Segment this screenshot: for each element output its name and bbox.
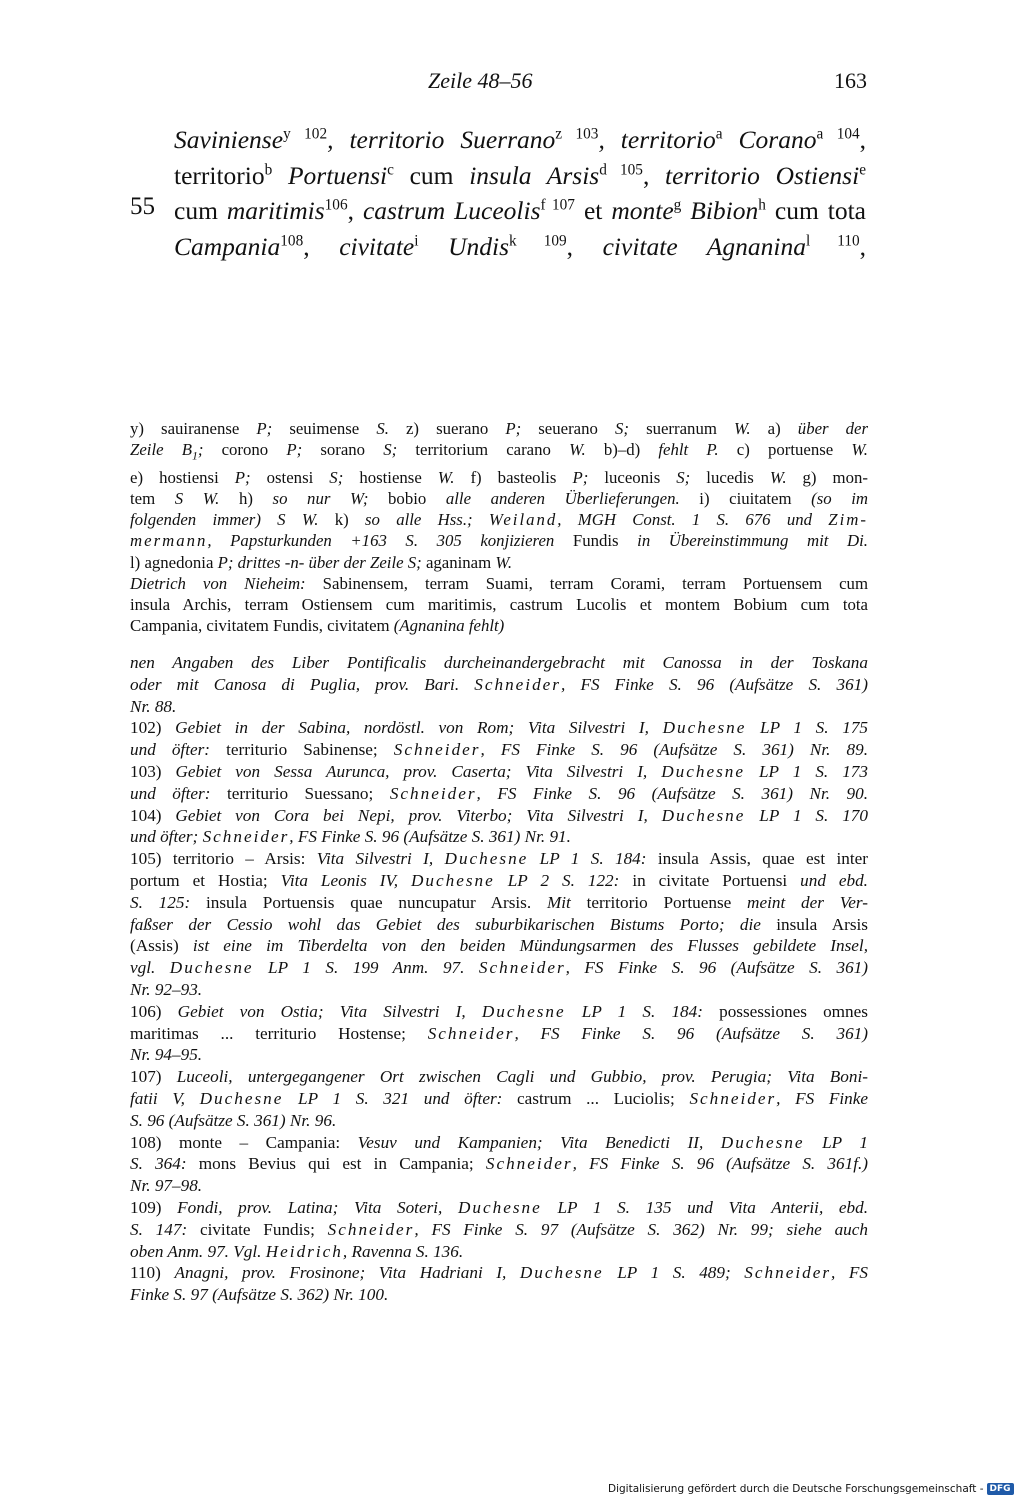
text-segment: 107) [130, 1067, 177, 1087]
text-segment: Mit [546, 892, 587, 912]
text-segment: castrum ... Luciolis; [517, 1088, 690, 1108]
text-segment: Duchesne [411, 870, 495, 890]
text-segment: MGH Const. 1 S. 676 und [577, 510, 829, 530]
footnote-marker: f 107 [540, 196, 575, 214]
text-segment: territurio Sabinense; [226, 740, 394, 760]
text-segment: 104) [130, 805, 176, 825]
text-segment: (Agnanina [393, 616, 469, 636]
apparatus-line [130, 467, 868, 488]
note-line [130, 783, 868, 805]
text-segment: Nr. 94–95. [130, 1045, 203, 1065]
text-segment: Duchesne [720, 1132, 805, 1152]
text-segment: Campania, civitatem Fundis, civitatem [130, 616, 394, 636]
text-segment: Zeile B [130, 440, 192, 460]
apparatus-line [130, 488, 868, 509]
footnote-marker: a [715, 125, 723, 143]
text-segment: LP 1 [804, 1132, 868, 1152]
text-segment: Zim- [828, 510, 868, 530]
text-segment: Duchesne [169, 958, 254, 978]
text-segment: seuerano [538, 419, 615, 438]
text-segment: ist eine im Tiberdelta von den beiden Mündungsarmen des Flusses gebildete Insel, [192, 936, 869, 956]
text-segment: maritimis [226, 196, 325, 225]
text-segment: Nr. 97–98. [130, 1176, 203, 1196]
note-line [130, 1132, 868, 1154]
text-segment: fatii V, [130, 1088, 200, 1108]
footnote-marker: d 105 [599, 161, 643, 178]
text-segment: y) sauiranense [130, 419, 257, 438]
text-segment: territorio [174, 160, 265, 190]
footnote-marker: b [264, 161, 273, 178]
text-segment: Duchesne [481, 1001, 566, 1021]
text-segment: LP 1 S. 135 und Vita Anterii, ebd. [541, 1197, 869, 1217]
text-segment: , [859, 125, 867, 154]
text-segment: , FS Finke S. 96 (Aufsätze S. 361) [561, 674, 868, 694]
text-segment: 105) territorio – Arsis: [130, 849, 317, 869]
text-segment: , [566, 231, 603, 261]
text-segment: Portuensi [272, 160, 388, 190]
note-line [130, 1153, 868, 1175]
text-segment: territorio Ostiensi [665, 160, 860, 190]
text-segment: insula Arsis [776, 914, 868, 934]
note-line [130, 979, 868, 1001]
text-segment: Nr. 92–93. [130, 979, 203, 999]
apparatus-line [130, 615, 868, 636]
apparatus-line [130, 552, 868, 573]
note-line [130, 674, 868, 696]
text-segment: S; [676, 467, 707, 487]
footnote-marker: 108 [280, 232, 304, 249]
text-segment: in Übereinstimmung mit Di. [637, 531, 868, 551]
note-line [130, 1219, 868, 1241]
note-line [130, 717, 868, 739]
text-segment: W. [437, 467, 455, 487]
text-segment: f) basteolis [454, 467, 573, 487]
text-segment: S; [329, 467, 360, 487]
text-segment: LP 1 S. 173 [745, 761, 868, 781]
text-segment: 110) [130, 1263, 175, 1283]
dfg-logo: DFG [987, 1483, 1014, 1495]
text-segment: (Assis) [130, 936, 193, 956]
note-line [130, 1175, 868, 1197]
text-segment: , FS Finke S. 97 (Aufsätze S. 362) Nr. 99; siehe auch [414, 1219, 868, 1239]
text-segment: possessiones omnes [719, 1001, 868, 1021]
text-segment: insula Portuensis quae nuncupatur Arsis. [205, 892, 547, 912]
text-segment: 1 [191, 449, 198, 463]
note-line [130, 914, 868, 936]
text-segment: oder mit Canosa di Puglia, prov. Bari. [130, 674, 475, 694]
text-segment: Duchesne [661, 805, 746, 825]
funding-footer [608, 1483, 1014, 1495]
text-segment: Duchesne [458, 1197, 542, 1217]
text-segment: Schneider [485, 1154, 573, 1174]
text-segment: portum et Hostia; [130, 870, 281, 890]
text-segment: corono [221, 440, 287, 460]
commentary-footnotes [130, 652, 868, 1306]
text-segment: civitate Agnanina [602, 231, 806, 261]
text-segment: aganinam [425, 552, 496, 572]
text-segment: Fondi, prov. Latina; Vita Soteri, [177, 1197, 459, 1217]
critical-apparatus [130, 418, 868, 636]
text-segment: , [347, 196, 363, 225]
apparatus-line [130, 594, 868, 615]
text-segment: S; [383, 440, 416, 460]
note-line [130, 848, 868, 870]
note-line [130, 1044, 868, 1066]
note-line [130, 870, 868, 892]
text-segment: 106) [130, 1001, 178, 1021]
text-segment: , [859, 231, 866, 261]
text-segment: ostensi [266, 467, 330, 487]
text-segment: W. [769, 467, 787, 487]
text-segment: Duchesne [662, 718, 747, 738]
text-segment: Schneider [393, 740, 481, 760]
text-segment: hostiense [359, 467, 438, 487]
text-segment: LP 1 S. 199 Anm. 97. [253, 958, 479, 978]
text-segment: Dietrich von Nieheim: [130, 573, 323, 593]
note-line [130, 1241, 868, 1263]
text-segment: bobio [388, 488, 446, 508]
text-segment: in civitate Portuensi [632, 870, 801, 890]
text-segment: , territorio Suerrano [327, 125, 556, 154]
text-segment: 102) [130, 718, 176, 738]
text-segment: Heidrich [265, 1241, 343, 1261]
text-segment: Undis [418, 231, 509, 261]
text-segment: castrum Luceolis [362, 196, 541, 225]
footnote-marker: 106 [324, 196, 348, 214]
text-segment: seuimense [289, 419, 377, 438]
text-segment: und öfter; [130, 827, 203, 847]
text-segment: l) agnedonia [130, 552, 218, 572]
text-segment: z) suerano [388, 419, 506, 438]
text-segment: Gebiet in der Sabina, nordöstl. von Rom; Vita Silvestri I, [175, 718, 663, 738]
text-segment: Schneider [389, 783, 477, 803]
text-segment: so nur W; [272, 488, 389, 508]
text-segment: Schneider [474, 674, 561, 694]
text-segment: LP 2 S. 122: [494, 870, 633, 890]
text-segment: ; [197, 440, 222, 460]
text-segment: tem [130, 488, 175, 508]
main-line [174, 193, 866, 229]
text-segment: LP 1 S. 184: [528, 849, 658, 869]
text-segment: drittes -n- über der Zeile S; [237, 552, 426, 572]
main-line [174, 229, 866, 265]
text-segment: P; [256, 419, 290, 438]
text-segment: Corano [722, 125, 817, 154]
text-segment: P; [286, 440, 321, 460]
text-segment: W. [733, 419, 751, 438]
text-segment: nen Angaben des Liber Pontificalis durcheinandergebracht mit Canossa in der Toskana [130, 653, 868, 672]
text-segment: cum tota [765, 196, 866, 225]
text-segment: LP 1 S. 489; [603, 1263, 745, 1283]
text-segment: Fundis [572, 531, 638, 551]
text-segment: vgl. [130, 958, 170, 978]
text-segment: LP 1 S. 170 [745, 805, 868, 825]
note-line [130, 1088, 868, 1110]
text-segment: S; [615, 419, 647, 438]
note-line [130, 1023, 868, 1045]
note-line [130, 1284, 868, 1306]
text-segment: territorio Portuense [586, 892, 748, 912]
footnote-marker: k 109 [509, 232, 567, 249]
apparatus-line [130, 509, 868, 530]
note-line [130, 761, 868, 783]
text-segment: so alle Hss.; [365, 510, 489, 530]
text-segment: S. 96 (Aufsätze S. 361) Nr. 96. [130, 1110, 337, 1130]
text-segment: Gebiet von Cora bei Nepi, prov. Viterbo; Vita Silvestri I, [175, 805, 662, 825]
text-segment: über der [797, 419, 868, 438]
note-line [130, 696, 868, 718]
text-segment: Schneider [478, 958, 566, 978]
text-segment: S. 364: [130, 1154, 199, 1174]
text-segment: , FS Finke S. 96 (Aufsätze S. 361) Nr. 91. [289, 827, 571, 847]
text-segment: suerranum [646, 419, 734, 438]
text-segment: i) ciuitatem [679, 488, 812, 508]
text-segment: S. 147: [130, 1219, 200, 1239]
text-segment: insula Archis, terram Ostiensem cum maritimis, castrum Lucolis et montem Bobium cum tota [130, 594, 868, 614]
text-segment: P; [572, 467, 605, 487]
text-segment: , FS Finke S. 96 (Aufsätze S. 361) [565, 958, 868, 978]
text-segment: meint der Ver- [747, 892, 868, 912]
text-segment: monte [611, 196, 674, 225]
text-segment: , [642, 160, 665, 190]
footnote-marker: e [859, 161, 866, 178]
text-segment: Schneider [689, 1088, 777, 1108]
text-segment: , [557, 510, 578, 530]
text-segment: Anagni, prov. Frosinone; Vita Hadriani I, [174, 1263, 520, 1283]
text-segment: Duchesne [199, 1088, 284, 1108]
text-segment: 109) [130, 1197, 178, 1217]
funding-text: Digitalisierung gefördert durch die Deutsche Forschungsgemeinschaft - [608, 1483, 984, 1495]
note-line [130, 1066, 868, 1088]
text-segment: Nr. 88. [130, 696, 177, 716]
text-segment: Bibion [681, 196, 759, 225]
footnote-marker: h [758, 196, 766, 214]
text-segment: Sabinensem, terram Suami, terram Corami, terram Portuensem cum [322, 573, 868, 593]
apparatus-line [130, 439, 868, 467]
text-segment: Gebiet von Ostia; Vita Silvestri I, [177, 1001, 482, 1021]
text-segment: (so im [811, 488, 869, 508]
text-segment: Vita Leonis IV, [280, 870, 411, 890]
text-segment: , FS Finke S. 96 (Aufsätze S. 361) Nr. 90. [476, 783, 869, 803]
page-number: 163 [834, 68, 867, 93]
text-segment: LP 1 S. 175 [746, 718, 869, 738]
text-segment: et [574, 196, 612, 225]
text-segment: Saviniense [174, 125, 284, 154]
text-segment: oben Anm. 97. Vgl. [130, 1241, 266, 1261]
text-segment: lucedis [706, 467, 770, 487]
text-segment: a) [750, 419, 798, 438]
apparatus-line [130, 418, 868, 439]
text-segment: S. [376, 419, 389, 438]
note-line [130, 957, 868, 979]
text-segment: , [303, 231, 340, 261]
footnote-marker: l 110 [805, 232, 860, 249]
text-segment: Weiland [488, 510, 558, 530]
text-segment: , Ravenna S. 136. [342, 1241, 464, 1261]
page-header-title: Zeile 48–56 [428, 68, 533, 93]
text-segment: 103) [130, 761, 176, 781]
main-line [174, 122, 866, 158]
text-segment: k) [318, 510, 366, 530]
apparatus-line [130, 573, 868, 594]
note-line [130, 739, 868, 761]
text-segment: mons Bevius qui est in Campania; [198, 1154, 486, 1174]
text-segment: Finke S. 97 (Aufsätze S. 362) Nr. 100. [130, 1285, 389, 1305]
text-segment: W. [495, 552, 513, 572]
footnote-marker: i [414, 232, 419, 249]
text-segment: S. 125: [130, 892, 206, 912]
text-segment: , FS Finke [776, 1088, 869, 1108]
text-segment: , territorio [598, 125, 716, 154]
text-segment: cum [393, 160, 470, 190]
text-segment: alle anderen Überlieferungen. [445, 488, 680, 508]
text-segment: Schneider [327, 1219, 415, 1239]
note-line [130, 652, 868, 674]
text-segment: und öfter: [130, 783, 227, 803]
note-line [130, 1110, 868, 1132]
text-segment: g) mon- [786, 467, 868, 487]
text-segment: W. [851, 440, 868, 460]
text-segment: Campania [174, 231, 281, 261]
text-segment: insula Assis, quae est inter [657, 849, 868, 869]
note-line [130, 805, 868, 827]
text-segment: faßser der Cessio wohl das Gebiet des suburbikarischen Bistums Porto; die [130, 914, 777, 934]
text-segment: S W. [174, 488, 220, 508]
text-segment: luceonis [604, 467, 677, 487]
text-segment: P; [505, 419, 539, 438]
footnote-marker: g [673, 196, 682, 214]
note-line [130, 1262, 868, 1284]
footnote-marker: c [387, 161, 394, 178]
text-segment: Schneider [202, 827, 290, 847]
note-line [130, 826, 868, 848]
text-segment: 108) monte – Campania: [130, 1132, 358, 1152]
text-segment: Vesuv und Kampanien; Vita Benedicti II, [357, 1132, 721, 1152]
text-segment: fehlt P. [658, 440, 719, 460]
main-text [174, 122, 866, 264]
text-segment: h) [219, 488, 273, 508]
text-segment: P; [217, 552, 238, 572]
apparatus-line [130, 530, 868, 551]
note-line [130, 892, 868, 914]
text-segment: folgenden immer) S W. [130, 510, 319, 530]
text-segment: und ebd. [800, 870, 868, 890]
text-segment: Duchesne [444, 849, 529, 869]
text-segment: Duchesne [661, 761, 745, 781]
main-line [174, 158, 866, 194]
text-segment: Schneider [744, 1263, 832, 1283]
text-segment: Luceoli, untergegangener Ort zwischen Cagli und Gubbio, prov. Perugia; Vita Boni- [176, 1067, 868, 1087]
note-line [130, 935, 868, 957]
text-segment: territorium carano [415, 440, 570, 460]
text-segment: mermann [130, 531, 208, 551]
text-segment: fehlt) [468, 616, 505, 636]
text-segment: und öfter: [130, 740, 227, 760]
text-segment: , FS Finke S. 96 (Aufsätze S. 361f.) [572, 1154, 868, 1174]
footnote-marker: y 102 [283, 125, 328, 143]
text-segment: e) hostiensi [130, 467, 235, 487]
footnote-marker: z 103 [555, 125, 599, 143]
text-segment: territurio Suessano; [226, 783, 390, 803]
text-segment: , FS [831, 1263, 868, 1283]
text-segment: b)–d) [585, 440, 659, 460]
line-number: 55 [130, 193, 155, 220]
text-segment: Papsturkunden +163 S. 305 konjizieren [230, 531, 573, 551]
text-segment: , FS Finke S. 96 (Aufsätze S. 361) Nr. 89. [480, 740, 869, 760]
text-segment: civitate Fundis; [199, 1219, 328, 1239]
text-segment: LP 1 S. 321 und öfter: [283, 1088, 518, 1108]
text-segment: maritimas ... territurio Hostense; [130, 1023, 428, 1043]
text-segment: insula Arsis [469, 160, 600, 190]
text-segment: W. [569, 440, 586, 460]
text-segment: civitate [339, 231, 415, 261]
footnote-marker: a 104 [816, 125, 860, 143]
text-segment: Gebiet von Sessa Aurunca, prov. Caserta; Vita Silvestri I, [175, 761, 662, 781]
text-segment: LP 1 S. 184: [565, 1001, 720, 1021]
note-line [130, 1197, 868, 1219]
text-segment: P; [234, 467, 267, 487]
note-line [130, 1001, 868, 1023]
text-segment: Duchesne [519, 1263, 604, 1283]
text-segment: Schneider [427, 1023, 515, 1043]
text-segment: cum [174, 196, 227, 225]
text-segment: Vita Silvestri I, [316, 849, 445, 869]
text-segment: c) portuense [718, 440, 852, 460]
text-segment: , FS Finke S. 96 (Aufsätze S. 361) [514, 1023, 868, 1043]
text-segment: , [207, 531, 231, 551]
text-segment: sorano [320, 440, 384, 460]
